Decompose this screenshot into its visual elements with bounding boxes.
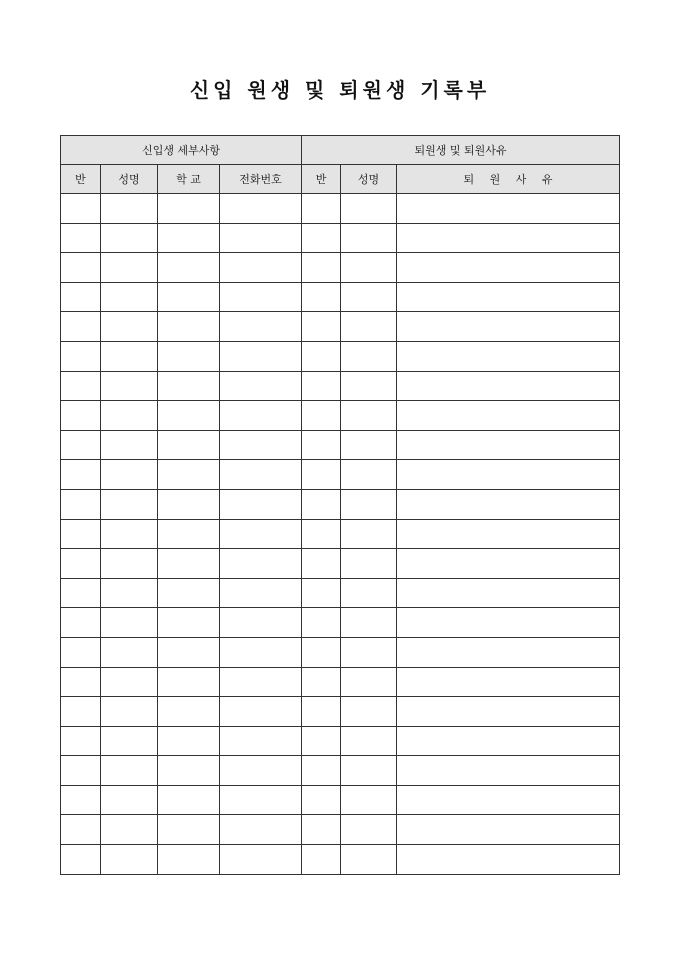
name-cell[interactable] [101, 460, 158, 490]
reason-cell[interactable] [397, 341, 620, 371]
school-cell[interactable] [158, 282, 220, 312]
new-students-group-header: 신입생 세부사항 [61, 136, 302, 165]
school-cell[interactable] [158, 401, 220, 431]
phone-cell[interactable] [220, 223, 302, 253]
table-row [61, 756, 620, 786]
name-cell[interactable] [101, 578, 158, 608]
phone-cell[interactable] [220, 608, 302, 638]
withdrawn-class-column-header: 반 [302, 165, 341, 194]
name-cell[interactable] [101, 756, 158, 786]
school-column-header: 학 교 [158, 165, 220, 194]
phone-cell[interactable] [220, 253, 302, 283]
withdrawn-class-cell[interactable] [302, 726, 341, 756]
table-row [61, 697, 620, 727]
reason-cell[interactable] [397, 697, 620, 727]
phone-cell[interactable] [220, 489, 302, 519]
name-cell[interactable] [101, 341, 158, 371]
reason-cell[interactable] [397, 460, 620, 490]
phone-cell[interactable] [220, 815, 302, 845]
reason-cell[interactable] [397, 578, 620, 608]
class-cell[interactable] [61, 194, 101, 224]
name-cell[interactable] [101, 312, 158, 342]
withdrawn-class-cell[interactable] [302, 371, 341, 401]
table-row [61, 785, 620, 815]
table-row [61, 371, 620, 401]
school-cell[interactable] [158, 371, 220, 401]
withdrawn-class-cell[interactable] [302, 460, 341, 490]
reason-cell[interactable] [397, 223, 620, 253]
reason-cell[interactable] [397, 253, 620, 283]
name-cell[interactable] [101, 549, 158, 579]
withdrawn-class-cell[interactable] [302, 312, 341, 342]
school-cell[interactable] [158, 549, 220, 579]
phone-cell[interactable] [220, 756, 302, 786]
withdrawn-class-cell[interactable] [302, 785, 341, 815]
phone-cell[interactable] [220, 845, 302, 875]
class-cell[interactable] [61, 401, 101, 431]
withdrawn-name-cell[interactable] [341, 785, 397, 815]
withdrawn-class-cell[interactable] [302, 578, 341, 608]
phone-cell[interactable] [220, 697, 302, 727]
school-cell[interactable] [158, 430, 220, 460]
class-cell[interactable] [61, 430, 101, 460]
name-cell[interactable] [101, 697, 158, 727]
reason-cell[interactable] [397, 519, 620, 549]
school-cell[interactable] [158, 194, 220, 224]
record-table [60, 135, 620, 875]
school-cell[interactable] [158, 785, 220, 815]
name-cell[interactable] [101, 667, 158, 697]
table-row [61, 341, 620, 371]
table-row [61, 253, 620, 283]
withdrawn-name-cell[interactable] [341, 430, 397, 460]
withdrawn-name-cell[interactable] [341, 667, 397, 697]
withdrawn-class-cell[interactable] [302, 697, 341, 727]
withdrawn-class-cell[interactable] [302, 223, 341, 253]
phone-cell[interactable] [220, 578, 302, 608]
reason-cell[interactable] [397, 194, 620, 224]
class-cell[interactable] [61, 726, 101, 756]
school-cell[interactable] [158, 519, 220, 549]
school-cell[interactable] [158, 815, 220, 845]
withdrawn-class-cell[interactable] [302, 756, 341, 786]
withdrawn-class-cell[interactable] [302, 845, 341, 875]
class-cell[interactable] [61, 519, 101, 549]
class-cell[interactable] [61, 637, 101, 667]
table-row [61, 312, 620, 342]
name-cell[interactable] [101, 430, 158, 460]
withdrawn-name-cell[interactable] [341, 519, 397, 549]
reason-cell[interactable] [397, 549, 620, 579]
name-cell[interactable] [101, 223, 158, 253]
name-cell[interactable] [101, 785, 158, 815]
phone-cell[interactable] [220, 430, 302, 460]
class-column-header: 반 [61, 165, 101, 194]
phone-cell[interactable] [220, 371, 302, 401]
name-cell[interactable] [101, 401, 158, 431]
school-cell[interactable] [158, 253, 220, 283]
school-cell[interactable] [158, 697, 220, 727]
class-cell[interactable] [61, 460, 101, 490]
name-cell[interactable] [101, 253, 158, 283]
class-cell[interactable] [61, 815, 101, 845]
withdrawn-class-cell[interactable] [302, 549, 341, 579]
withdrawn-class-cell[interactable] [302, 608, 341, 638]
name-cell[interactable] [101, 608, 158, 638]
name-cell[interactable] [101, 637, 158, 667]
school-cell[interactable] [158, 578, 220, 608]
phone-cell[interactable] [220, 549, 302, 579]
withdrawn-group-header: 퇴원생 및 퇴원사유 [302, 136, 620, 165]
name-cell[interactable] [101, 489, 158, 519]
school-cell[interactable] [158, 637, 220, 667]
withdrawn-class-cell[interactable] [302, 341, 341, 371]
class-cell[interactable] [61, 282, 101, 312]
withdrawn-name-cell[interactable] [341, 223, 397, 253]
withdrawn-class-cell[interactable] [302, 430, 341, 460]
withdrawn-class-cell[interactable] [302, 637, 341, 667]
school-cell[interactable] [158, 489, 220, 519]
table-row [61, 815, 620, 845]
withdrawn-name-cell[interactable] [341, 815, 397, 845]
class-cell[interactable] [61, 489, 101, 519]
table-row [61, 578, 620, 608]
phone-column-header: 전화번호 [220, 165, 302, 194]
class-cell[interactable] [61, 549, 101, 579]
phone-cell[interactable] [220, 401, 302, 431]
phone-cell[interactable] [220, 282, 302, 312]
school-cell[interactable] [158, 756, 220, 786]
phone-cell[interactable] [220, 312, 302, 342]
withdrawn-name-cell[interactable] [341, 608, 397, 638]
reason-cell[interactable] [397, 312, 620, 342]
table-row [61, 608, 620, 638]
group-header-row [61, 136, 620, 165]
withdrawn-class-cell[interactable] [302, 489, 341, 519]
table-row [61, 430, 620, 460]
phone-cell[interactable] [220, 785, 302, 815]
table-row [61, 489, 620, 519]
withdrawn-class-cell[interactable] [302, 401, 341, 431]
class-cell[interactable] [61, 697, 101, 727]
class-cell[interactable] [61, 341, 101, 371]
withdrawn-name-cell[interactable] [341, 312, 397, 342]
withdrawn-name-cell[interactable] [341, 489, 397, 519]
phone-cell[interactable] [220, 460, 302, 490]
name-cell[interactable] [101, 519, 158, 549]
class-cell[interactable] [61, 785, 101, 815]
class-cell[interactable] [61, 845, 101, 875]
school-cell[interactable] [158, 726, 220, 756]
reason-cell[interactable] [397, 756, 620, 786]
reason-column-header: 퇴 원 사 유 [397, 165, 620, 194]
class-cell[interactable] [61, 253, 101, 283]
reason-cell[interactable] [397, 815, 620, 845]
name-cell[interactable] [101, 371, 158, 401]
table-row [61, 519, 620, 549]
withdrawn-name-cell[interactable] [341, 194, 397, 224]
withdrawn-name-cell[interactable] [341, 460, 397, 490]
phone-cell[interactable] [220, 519, 302, 549]
withdrawn-class-cell[interactable] [302, 282, 341, 312]
withdrawn-name-cell[interactable] [341, 401, 397, 431]
withdrawn-name-cell[interactable] [341, 282, 397, 312]
reason-cell[interactable] [397, 401, 620, 431]
withdrawn-name-cell[interactable] [341, 549, 397, 579]
reason-cell[interactable] [397, 430, 620, 460]
table-row [61, 223, 620, 253]
class-cell[interactable] [61, 578, 101, 608]
name-cell[interactable] [101, 726, 158, 756]
reason-cell[interactable] [397, 667, 620, 697]
phone-cell[interactable] [220, 341, 302, 371]
name-cell[interactable] [101, 845, 158, 875]
phone-cell[interactable] [220, 726, 302, 756]
table-row [61, 726, 620, 756]
record-body [61, 194, 620, 875]
reason-cell[interactable] [397, 489, 620, 519]
table-row [61, 282, 620, 312]
phone-cell[interactable] [220, 194, 302, 224]
reason-cell[interactable] [397, 608, 620, 638]
reason-cell[interactable] [397, 637, 620, 667]
withdrawn-name-cell[interactable] [341, 253, 397, 283]
school-cell[interactable] [158, 341, 220, 371]
class-cell[interactable] [61, 312, 101, 342]
withdrawn-class-cell[interactable] [302, 667, 341, 697]
name-column-header: 성명 [101, 165, 158, 194]
table-row [61, 845, 620, 875]
withdrawn-name-cell[interactable] [341, 756, 397, 786]
withdrawn-name-cell[interactable] [341, 697, 397, 727]
school-cell[interactable] [158, 460, 220, 490]
name-cell[interactable] [101, 282, 158, 312]
withdrawn-class-cell[interactable] [302, 253, 341, 283]
school-cell[interactable] [158, 667, 220, 697]
withdrawn-name-cell[interactable] [341, 845, 397, 875]
class-cell[interactable] [61, 371, 101, 401]
withdrawn-name-cell[interactable] [341, 578, 397, 608]
table-row [61, 194, 620, 224]
school-cell[interactable] [158, 608, 220, 638]
reason-cell[interactable] [397, 282, 620, 312]
class-cell[interactable] [61, 667, 101, 697]
withdrawn-name-cell[interactable] [341, 341, 397, 371]
page-title: 신입 원생 및 퇴원생 기록부 [189, 78, 491, 102]
table-row [61, 637, 620, 667]
name-cell[interactable] [101, 815, 158, 845]
reason-cell[interactable] [397, 785, 620, 815]
school-cell[interactable] [158, 223, 220, 253]
class-cell[interactable] [61, 756, 101, 786]
table-row [61, 401, 620, 431]
class-cell[interactable] [61, 223, 101, 253]
table-row [61, 549, 620, 579]
reason-cell[interactable] [397, 726, 620, 756]
withdrawn-name-cell[interactable] [341, 726, 397, 756]
column-header-row [61, 165, 620, 194]
reason-cell[interactable] [397, 371, 620, 401]
class-cell[interactable] [61, 608, 101, 638]
reason-cell[interactable] [397, 845, 620, 875]
withdrawn-name-column-header: 성명 [341, 165, 397, 194]
phone-cell[interactable] [220, 637, 302, 667]
withdrawn-name-cell[interactable] [341, 371, 397, 401]
withdrawn-class-cell[interactable] [302, 194, 341, 224]
table-row [61, 460, 620, 490]
withdrawn-name-cell[interactable] [341, 637, 397, 667]
withdrawn-class-cell[interactable] [302, 519, 341, 549]
withdrawn-class-cell[interactable] [302, 815, 341, 845]
name-cell[interactable] [101, 194, 158, 224]
school-cell[interactable] [158, 845, 220, 875]
school-cell[interactable] [158, 312, 220, 342]
table-row [61, 667, 620, 697]
phone-cell[interactable] [220, 667, 302, 697]
